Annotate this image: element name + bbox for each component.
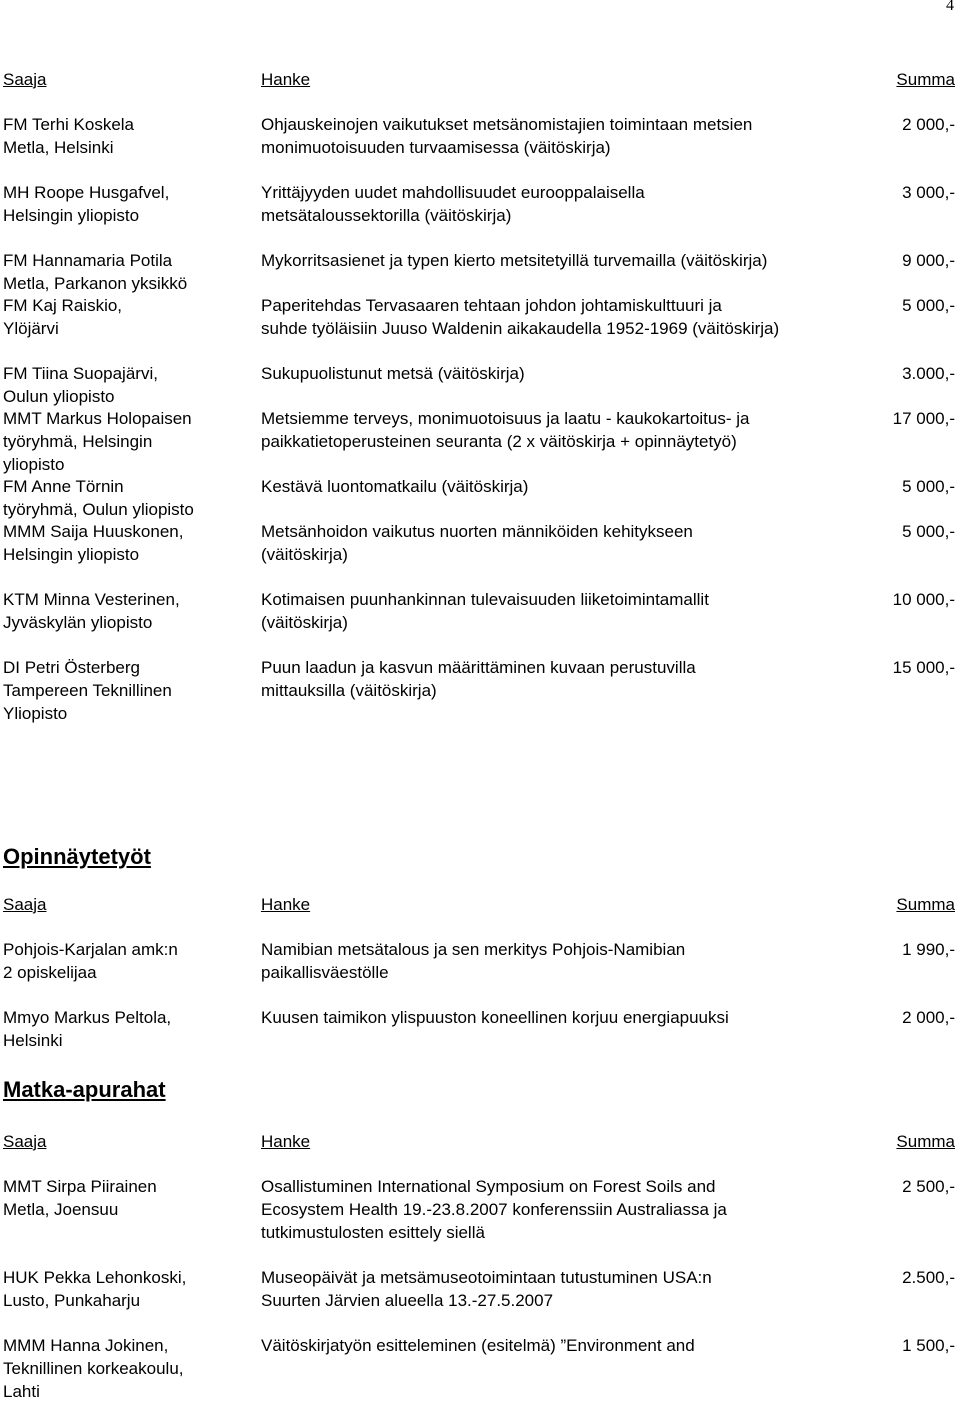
section-title-opinnaytetyot: Opinnäytetyöt: [3, 844, 151, 869]
table-row: [0, 1175, 960, 1244]
table-row: [0, 588, 960, 634]
amount-cell: 17 000,-: [892, 409, 955, 428]
table-header: [0, 68, 960, 91]
amount-cell: 2 500,-: [902, 1177, 955, 1196]
amount-cell: 9 000,-: [902, 251, 955, 270]
table-row: [0, 362, 960, 406]
amount-cell: 2.500,-: [902, 1268, 955, 1287]
project-cell: Paperitehdas Tervasaaren tehtaan johdon johtamiskulttuuri ja suhde työläisiin Juuso Waldenin aikakaudella 1952-1969 (väitöskirja): [261, 296, 780, 338]
amount-cell: 2 000,-: [902, 1008, 955, 1027]
table-row: [0, 475, 960, 519]
recipient-cell: Mmyo Markus Peltola, Helsinki: [3, 1008, 172, 1050]
recipient-cell: Pohjois-Karjalan amk:n 2 opiskelijaa: [3, 940, 178, 982]
recipient-cell: FM Kaj Raiskio, Ylöjärvi: [3, 296, 123, 338]
project-cell: Kuusen taimikon ylispuuston koneellinen korjuu energiapuuksi: [261, 1008, 729, 1027]
project-cell: Yrittäjyyden uudet mahdollisuudet eurooppalaisella metsätaloussektorilla (väitöskirja): [261, 183, 645, 225]
project-cell: Kestävä luontomatkailu (väitöskirja): [261, 477, 529, 496]
project-cell: Mykorritsasienet ja typen kierto metsitetyillä turvemailla (väitöskirja): [261, 251, 768, 270]
amount-cell: 3.000,-: [902, 364, 955, 383]
table-row: [0, 520, 960, 566]
project-cell: Metsiemme terveys, monimuotoisuus ja laatu - kaukokartoitus- ja paikkatietoperusteinen seuranta (2 x väitöskirja + opinnäytetyö): [261, 409, 750, 451]
project-cell: Puun laadun ja kasvun määrittäminen kuvaan perustuvilla mittauksilla (väitöskirja): [261, 658, 696, 700]
recipient-cell: FM Anne Törnin työryhmä, Oulun yliopisto: [3, 477, 194, 519]
project-cell: Namibian metsätalous ja sen merkitys Pohjois-Namibian paikallisväestölle: [261, 940, 686, 982]
recipient-cell: MMT Sirpa Piirainen Metla, Joensuu: [3, 1177, 157, 1219]
section-title-matka-apurahat: Matka-apurahat: [3, 1077, 166, 1102]
amount-cell: 5 000,-: [902, 522, 955, 541]
amount-cell: 5 000,-: [902, 296, 955, 315]
recipient-cell: FM Tiina Suopajärvi, Oulun yliopisto: [3, 364, 158, 406]
amount-cell: 1 990,-: [902, 940, 955, 959]
project-cell: Kotimaisen puunhankinnan tulevaisuuden liiketoimintamallit (väitöskirja): [261, 590, 709, 632]
header-hanke: Hanke: [261, 1132, 311, 1151]
table-header: [0, 893, 960, 916]
project-cell: Väitöskirjatyön esitteleminen (esitelmä) ”Environment and: [261, 1336, 695, 1355]
table-row: [0, 656, 960, 723]
travel-grants-table: [0, 1130, 960, 1401]
project-cell: Ohjauskeinojen vaikutukset metsänomistajien toimintaan metsien monimuotoisuuden turvaamisessa (väitöskirja): [261, 115, 753, 157]
header-summa: Summa: [896, 70, 955, 89]
project-cell: Metsänhoidon vaikutus nuorten männiköiden kehitykseen (väitöskirja): [261, 522, 693, 564]
grants-table: [0, 68, 960, 723]
table-header: [0, 1130, 960, 1153]
header-saaja: Saaja: [3, 895, 47, 914]
header-hanke: Hanke: [261, 70, 311, 89]
recipient-cell: MH Roope Husgafvel, Helsingin yliopisto: [3, 183, 170, 225]
table-row: [0, 181, 960, 227]
header-saaja: Saaja: [3, 1132, 47, 1151]
amount-cell: 10 000,-: [892, 590, 955, 609]
amount-cell: 2 000,-: [902, 115, 955, 134]
table-row: [0, 938, 960, 984]
recipient-cell: HUK Pekka Lehonkoski, Lusto, Punkaharju: [3, 1268, 187, 1310]
amount-cell: 1 500,-: [902, 1336, 955, 1355]
header-saaja: Saaja: [3, 70, 47, 89]
project-cell: Osallistuminen International Symposium on Forest Soils and Ecosystem Health 19.-23.8.2007 konferenssiin Australiassa ja tutkimustulosten esittely siellä: [261, 1177, 727, 1242]
project-cell: Sukupuolistunut metsä (väitöskirja): [261, 364, 525, 383]
recipient-cell: FM Hannamaria Potila Metla, Parkanon yksikkö: [3, 251, 188, 293]
recipient-cell: MMT Markus Holopaisen työryhmä, Helsingin yliopisto: [3, 409, 192, 474]
table-row: [0, 407, 960, 474]
header-summa: Summa: [896, 895, 955, 914]
recipient-cell: DI Petri Österberg Tampereen Teknillinen Yliopisto: [3, 658, 172, 723]
table-row: [0, 1266, 960, 1312]
amount-cell: 5 000,-: [902, 477, 955, 496]
theses-table: [0, 893, 960, 1050]
header-hanke: Hanke: [261, 895, 311, 914]
header-summa: Summa: [896, 1132, 955, 1151]
table-row: [0, 113, 960, 159]
recipient-cell: KTM Minna Vesterinen, Jyväskylän yliopisto: [3, 590, 180, 632]
table-row: [0, 1334, 960, 1401]
table-row: [0, 294, 960, 340]
recipient-cell: FM Terhi Koskela Metla, Helsinki: [3, 115, 135, 157]
project-cell: Museopäivät ja metsämuseotoimintaan tutustuminen USA:n Suurten Järvien alueella 13.-27.5.2007: [261, 1268, 712, 1310]
amount-cell: 3 000,-: [902, 183, 955, 202]
amount-cell: 15 000,-: [892, 658, 955, 677]
page-number: 4: [946, 0, 954, 14]
recipient-cell: MMM Saija Huuskonen, Helsingin yliopisto: [3, 522, 184, 564]
table-row: [0, 249, 960, 293]
recipient-cell: MMM Hanna Jokinen, Teknillinen korkeakoulu, Lahti: [3, 1336, 184, 1401]
table-row: [0, 1006, 960, 1050]
